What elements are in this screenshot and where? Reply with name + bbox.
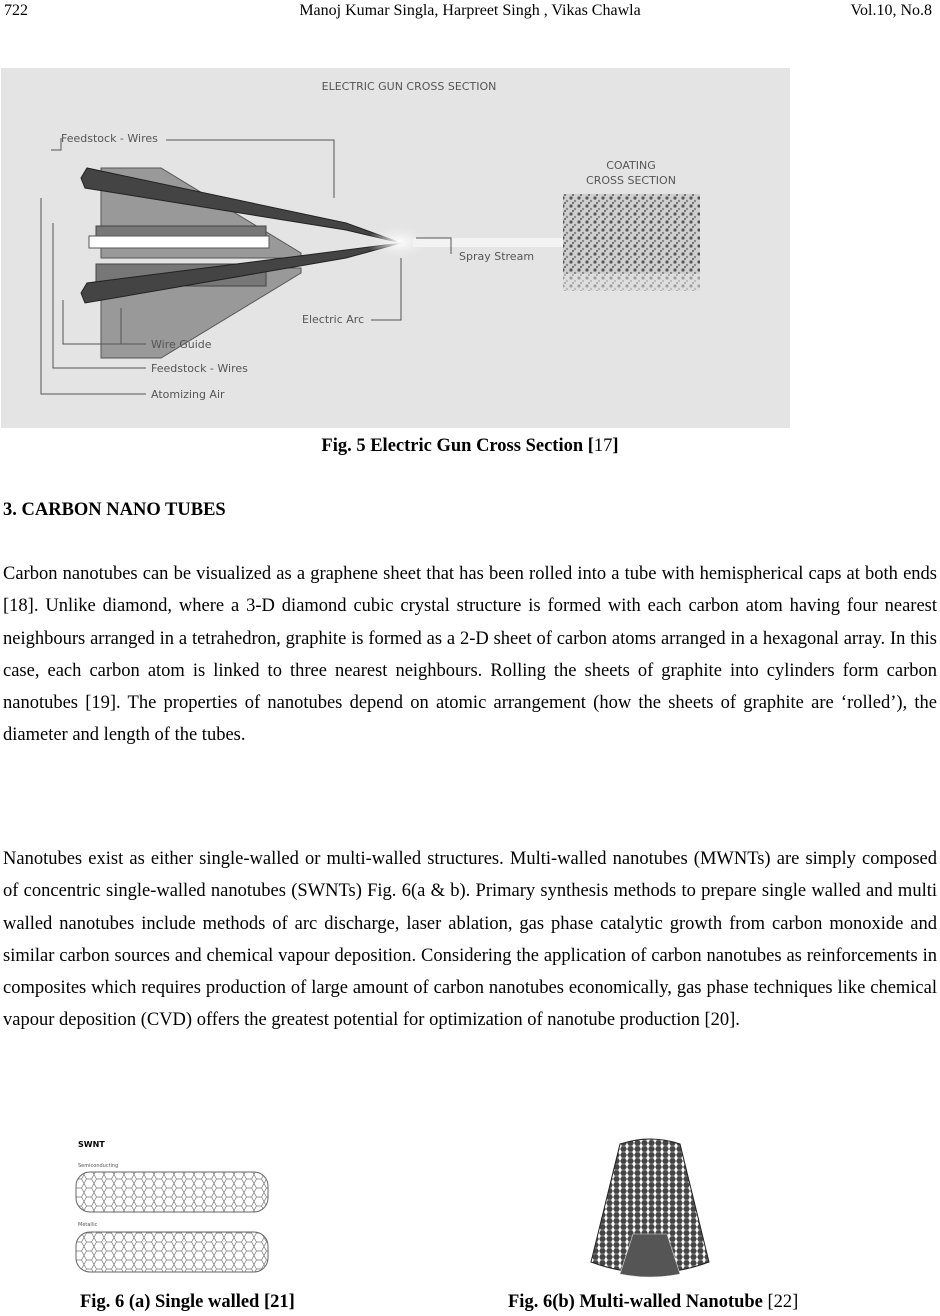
wire-guide-label: Wire Guide [151,338,212,351]
semiconducting-label: Semiconducting [78,1163,119,1169]
figure5-caption-ref: 17 [593,436,613,456]
cross-section-label: CROSS SECTION [586,174,676,187]
swnt-label: SWNT [78,1140,105,1149]
coating-substrate [563,274,700,291]
paragraph-1: Carbon nanotubes can be visualized as a graphene sheet that has been rolled into a tube with hemispherical caps at both ends [18]. Unlike diamond, where a 3-D diamond cubic crystal structure is formed with each carbon atom having four nearest neighbours arranged in a tetrahedron, graphite is formed as a 2-D sheet of carbon atoms arranged in a hexagonal array. In this case, each carbon atom is linked to three nearest neighbours. Rolling the sheets of graphite into cylinders form carbon nanotubes [19]. The properties of nanotubes depend on atomic arrangement (how the sheets of graphite are ‘rolled’), the diameter and length of the tubes. [3,564,937,746]
running-header-volume: Vol.10, No.8 [850,2,932,19]
electric-arc-label: Electric Arc [302,313,365,326]
atomizing-air-label: Atomizing Air [151,388,225,401]
section-heading: 3. CARBON NANO TUBES [3,500,226,520]
figure-electric-gun [1,68,790,428]
page-number: 722 [4,2,28,19]
air-tube [89,236,269,248]
figure6b-caption-ref: [22] [762,1292,799,1312]
paragraph-2: Nanotubes exist as either single-walled or multi-walled structures. Multi-walled nanotubes (MWNTs) are simply composed of concentric single-walled nanotubes (SWNTs) Fig. 6(a & b). Primary synthesis methods to prepare single walled and multi walled nanotubes include methods of arc discharge, laser ablation, gas phase catalytic growth from carbon monoxide and similar carbon sources and chemical vapour deposition. Considering the application of carbon nanotubes as reinforcements in composites which requires production of large amount of carbon nanotubes economically, gas phase techniques like chemical vapour deposition (CVD) offers the greatest potential for optimization of nanotube production [20]. [3,849,937,1031]
coating-label: COATING [606,159,656,172]
feedstock-bottom-label: Feedstock - Wires [151,362,248,375]
figure-multi-walled-nanotube [585,1134,715,1280]
metallic-label: Metallic [78,1222,98,1228]
spray-stream-label: Spray Stream [459,250,535,263]
figure6b-caption-text: Fig. 6(b) Multi-walled Nanotube [508,1292,763,1312]
figure-single-walled-nanotube [74,1134,274,1280]
figure5-caption [0,436,940,457]
figure5-caption-end: ] [612,436,619,456]
figure6a-caption: Fig. 6 (a) Single walled [21] [80,1292,295,1312]
running-header-authors: Manoj Kumar Singla, Harpreet Singh , Vikas Chawla [299,2,641,19]
feedstock-top-label: Feedstock - Wires [61,132,158,145]
metallic-tube [76,1232,268,1272]
figure5-caption-text: Fig. 5 Electric Gun Cross Section [ [321,436,594,456]
semiconducting-tube [76,1172,268,1212]
figure-title: ELECTRIC GUN CROSS SECTION [321,80,497,93]
figure6b-caption [508,1292,798,1313]
